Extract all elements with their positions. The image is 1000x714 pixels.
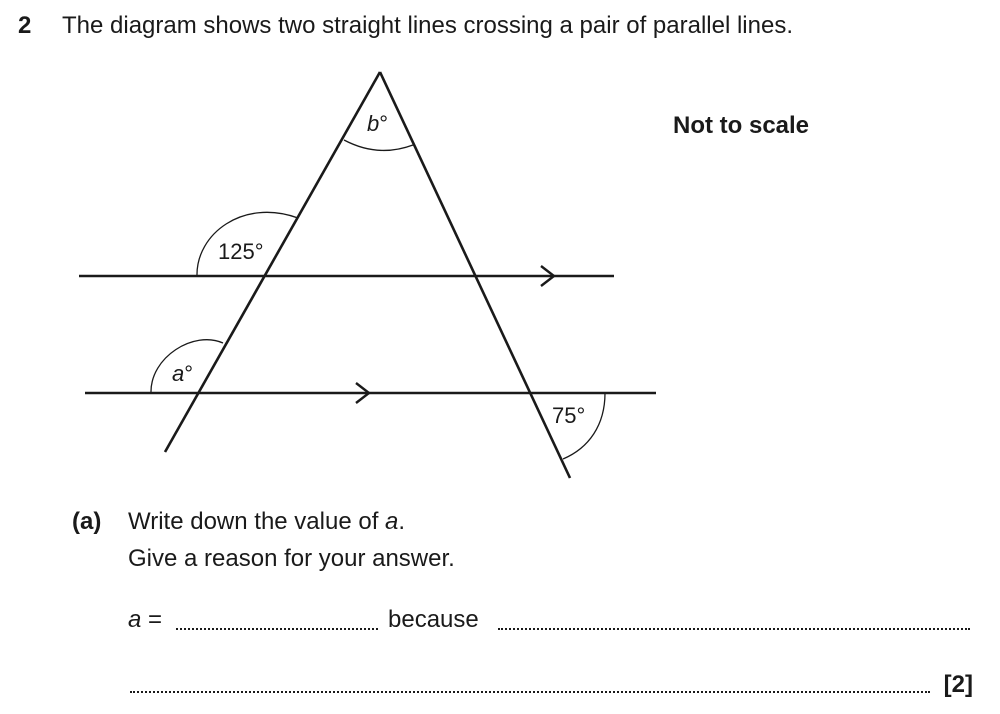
angle-b-label	[367, 111, 388, 136]
value-answer-line[interactable]	[176, 628, 378, 630]
part-a-instruction-end: .	[398, 508, 406, 535]
because-label: because	[388, 606, 479, 633]
part-a-reason-instruction: Give a reason for your answer.	[128, 545, 455, 572]
answer-var: a	[128, 606, 142, 633]
question-stem: The diagram shows two straight lines crossing a pair of parallel lines.	[62, 12, 794, 39]
angle-a-label	[172, 361, 193, 386]
answer-equals: =	[141, 606, 163, 633]
marks-indicator: [2]	[943, 671, 973, 698]
angle-a-letter: a	[172, 361, 185, 386]
answer-row	[128, 606, 973, 638]
angle-b-unit: °	[379, 111, 389, 136]
reason-answer-line[interactable]	[498, 628, 970, 630]
not-to-scale-note: Not to scale	[673, 112, 810, 139]
reason-continuation-line[interactable]	[130, 691, 930, 693]
answer-label	[128, 606, 162, 634]
part-a-instruction-text: Write down the value of	[128, 508, 386, 535]
angle-a-unit: °	[184, 361, 194, 386]
angle-b-arc	[344, 140, 413, 150]
part-a-instruction	[128, 508, 405, 536]
left-transversal-line	[165, 72, 380, 452]
angle-125-label: 125°	[218, 239, 264, 264]
angle-75-label: 75°	[552, 403, 586, 428]
angle-b-letter: b	[367, 111, 380, 136]
question-number: 2	[18, 12, 32, 39]
part-a-instruction-var: a	[385, 508, 399, 535]
part-a-label: (a)	[72, 508, 102, 535]
